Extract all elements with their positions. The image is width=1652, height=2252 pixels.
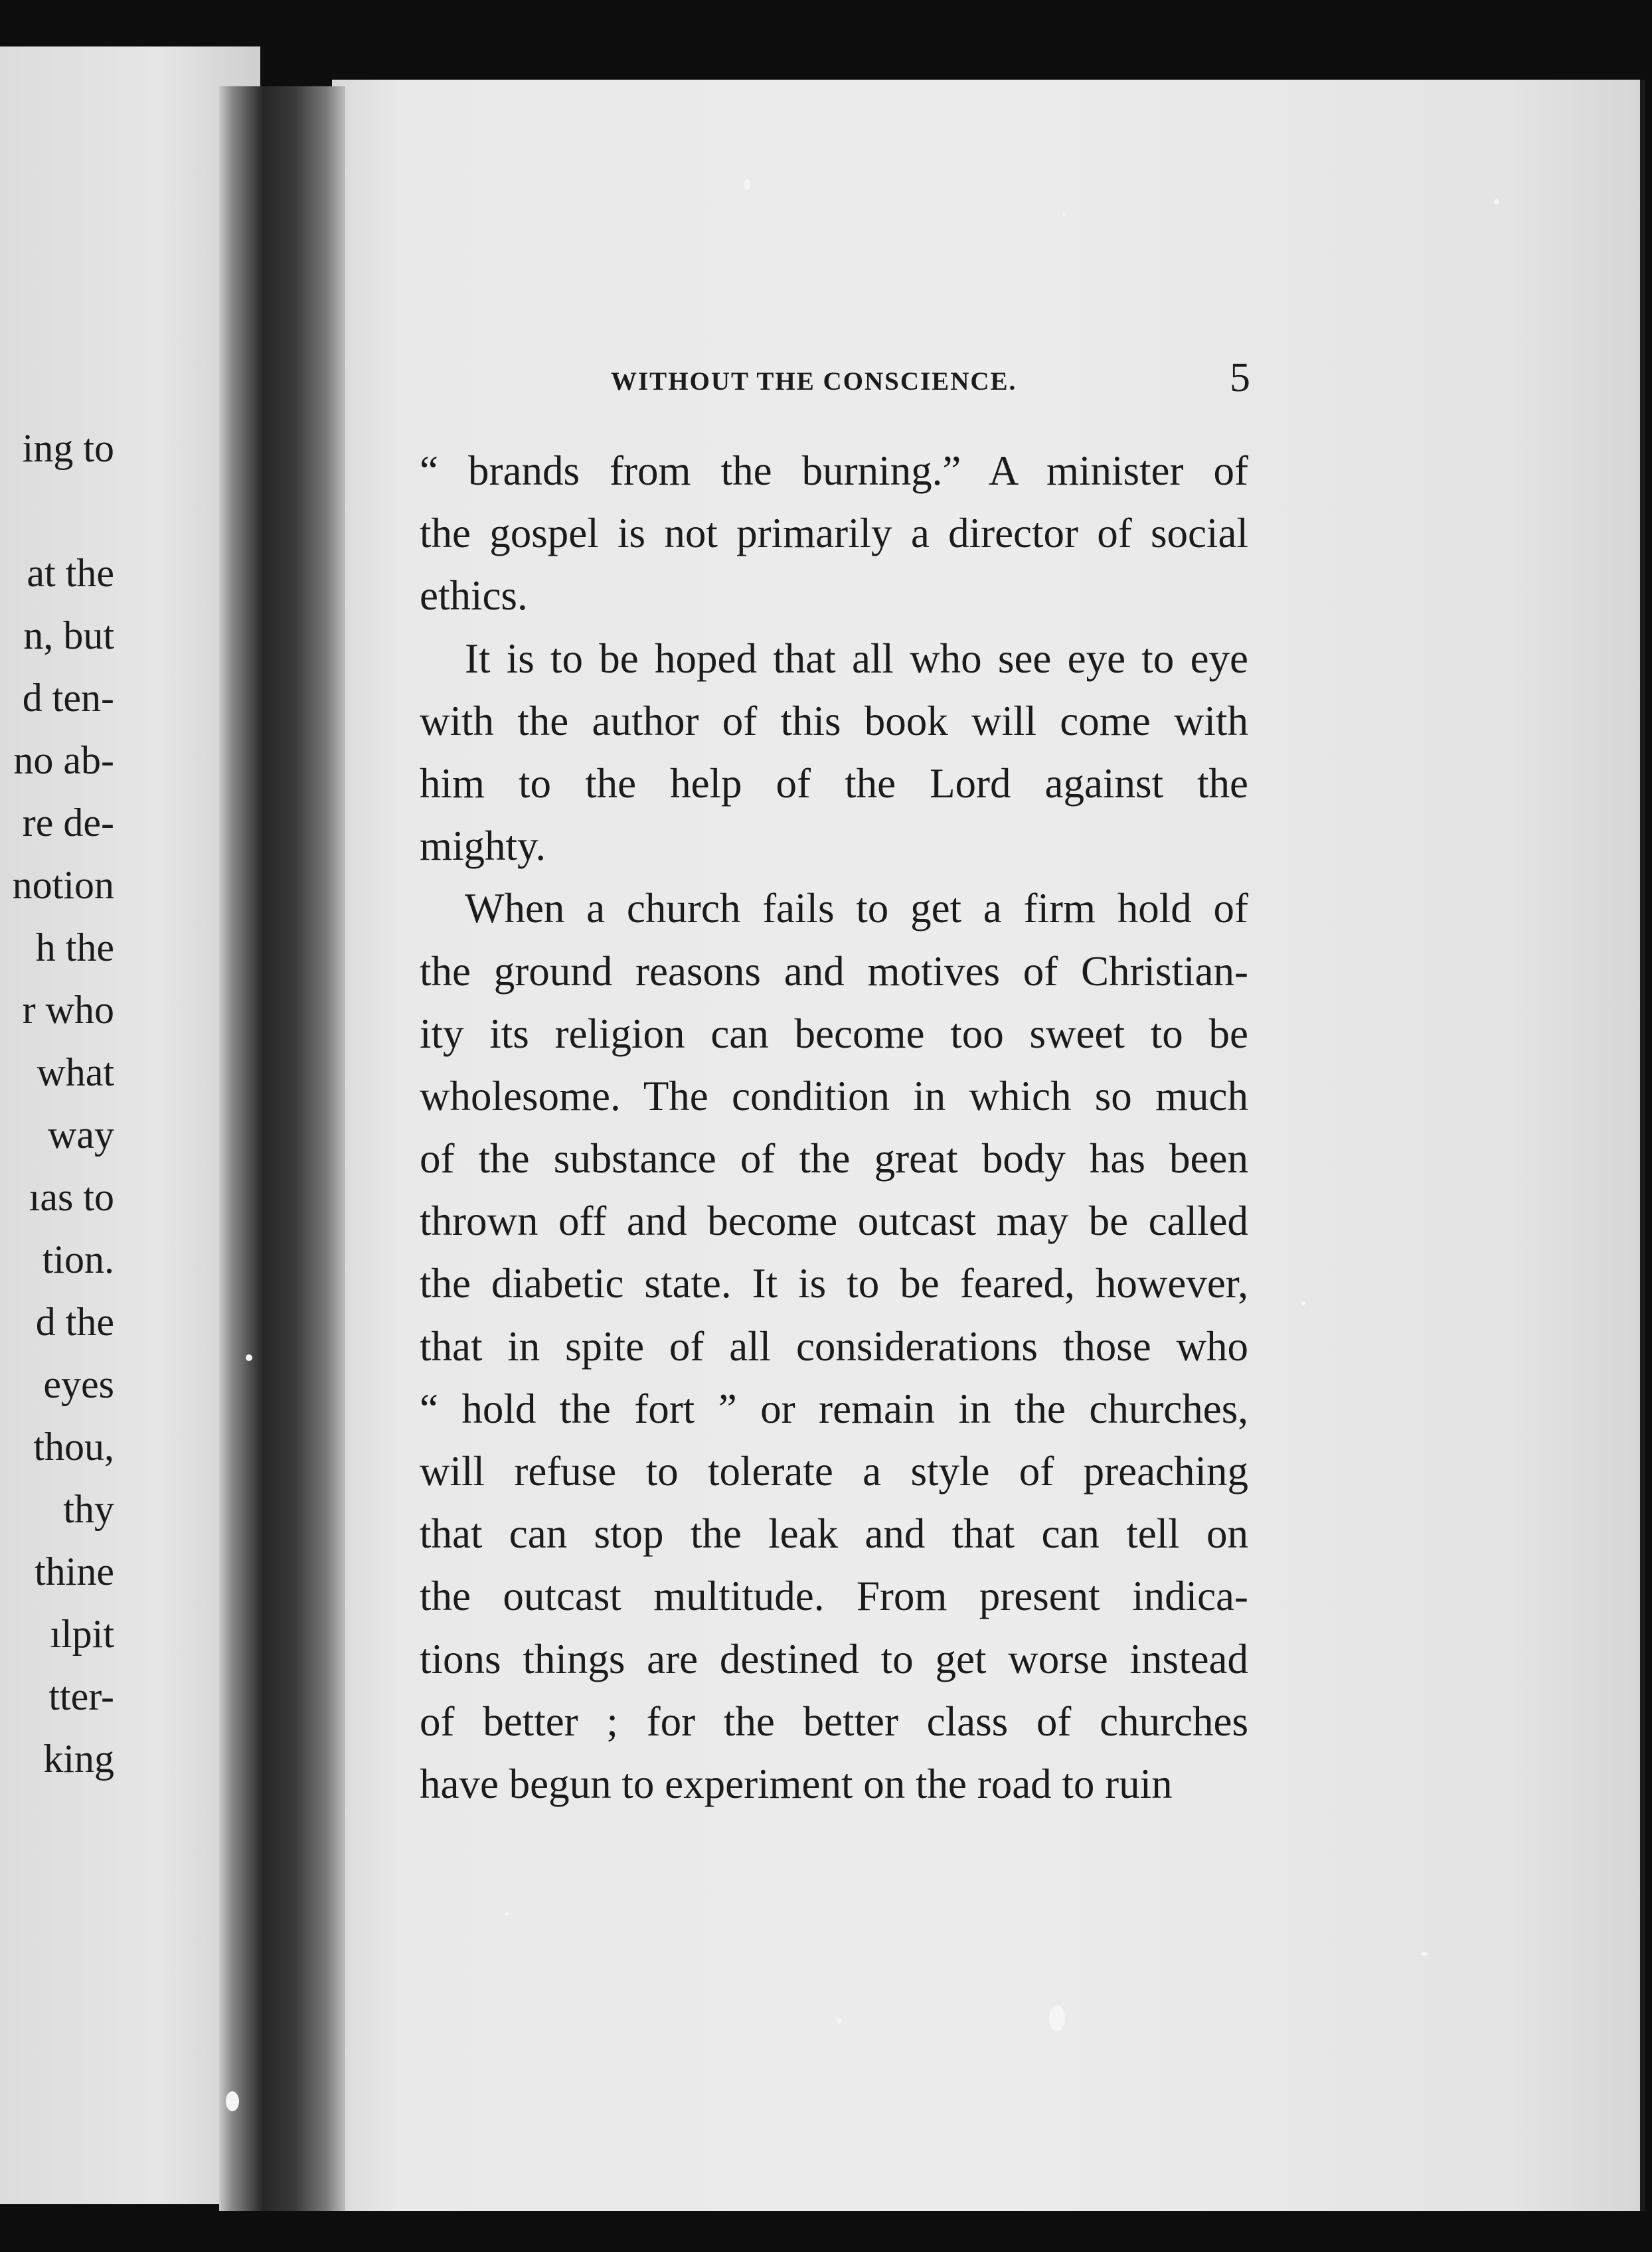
text-line: that can stop the leak and that can tell on <box>420 1510 1248 1558</box>
scan-speck <box>246 1354 252 1361</box>
left-page-line: thou, <box>33 1425 114 1469</box>
text-line: have begun to experiment on the road to ruin <box>420 1760 1173 1807</box>
text-line: the outcast multitude. From present indica- <box>420 1573 1248 1620</box>
text-line: of better ; for the better class of churches <box>420 1698 1248 1745</box>
page-number: 5 <box>1230 355 1250 400</box>
left-page-line: d ten- <box>22 676 114 720</box>
left-page-line: thine <box>35 1550 114 1593</box>
left-page-line: king <box>43 1737 114 1781</box>
scan-speck <box>744 179 750 190</box>
book-gutter <box>219 86 345 2211</box>
text-line: ity its religion can become too sweet to be <box>420 1010 1248 1057</box>
text-line: ethics. <box>420 572 528 619</box>
text-line: thrown off and become outcast may be called <box>420 1198 1248 1245</box>
scan-speck <box>1062 212 1066 216</box>
text-line: the diabetic state. It is to be feared, however, <box>420 1260 1248 1307</box>
left-page-text-fragments <box>0 417 114 1790</box>
paragraph <box>420 877 1248 1815</box>
paragraph <box>420 627 1248 878</box>
scan-speck <box>1049 2005 1065 2032</box>
left-page-line: eyes <box>43 1362 114 1406</box>
text-line: the ground reasons and motives of Christian- <box>420 947 1248 995</box>
text-line: mighty. <box>420 823 546 870</box>
text-line: wholesome. The condition in which so much <box>420 1072 1248 1119</box>
left-page-line: tter- <box>48 1674 114 1718</box>
text-line: with the author of this book will come with <box>420 697 1248 744</box>
text-line: It is to be hoped that all who see eye to eye <box>465 635 1248 682</box>
left-page-line: ing to <box>22 426 114 470</box>
text-line: “ hold the fort ” or remain in the churches, <box>420 1385 1248 1432</box>
text-line: that in spite of all considerations those who <box>420 1323 1248 1370</box>
left-page-line: d the <box>35 1300 114 1344</box>
left-page-line: tion. <box>42 1238 114 1281</box>
text-line: will refuse to tolerate a style of preaching <box>420 1448 1248 1494</box>
scan-speck <box>1421 1952 1428 1956</box>
text-line: tions things are destined to get worse instead <box>420 1635 1248 1682</box>
scan-speck <box>226 2091 239 2111</box>
left-page-line: no ab- <box>13 738 114 782</box>
left-page-line: ıas to <box>29 1175 114 1219</box>
left-page-line: at the <box>27 551 114 595</box>
paragraph <box>420 440 1248 627</box>
left-page-line: h the <box>35 925 114 969</box>
left-page-line: what <box>37 1050 114 1094</box>
scan-speck <box>1301 1301 1305 1305</box>
text-line: the gospel is not primarily a director of social <box>420 510 1248 557</box>
left-page-line: thy <box>63 1487 114 1531</box>
text-line: “ brands from the burning.” A minister of <box>420 447 1248 494</box>
scan-speck <box>837 2018 842 2024</box>
scan-speck <box>505 1912 509 1916</box>
left-page-line <box>0 479 114 542</box>
running-head: WITHOUT THE CONSCIENCE. <box>611 367 1017 396</box>
page-body-text <box>420 440 1248 1815</box>
left-page-line: notion <box>12 863 114 907</box>
text-line: him to the help of the Lord against the <box>420 760 1248 807</box>
scan-speck <box>1494 199 1499 204</box>
text-line: When a church fails to get a firm hold of <box>465 885 1248 932</box>
left-page-line: r who <box>22 988 114 1032</box>
left-page-line: way <box>48 1113 114 1157</box>
text-line: of the substance of the great body has been <box>420 1135 1248 1182</box>
left-page-line: ılpit <box>50 1612 114 1656</box>
left-page-line: n, but <box>23 613 114 657</box>
left-page-line: re de- <box>22 801 114 844</box>
